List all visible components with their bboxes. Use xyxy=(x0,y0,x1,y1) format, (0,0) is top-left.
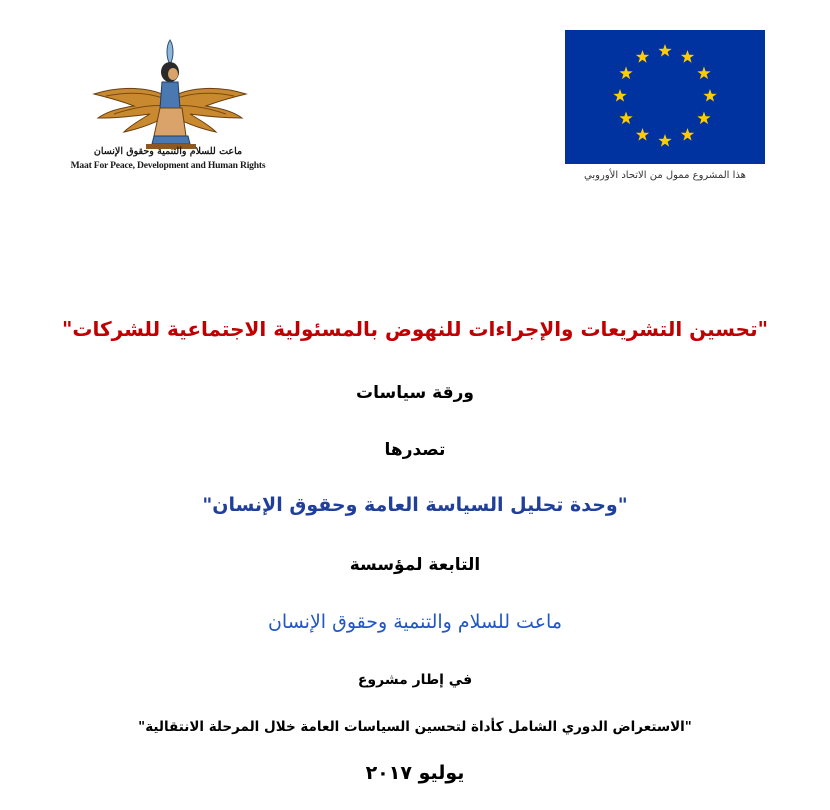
document-title: "تحسين التشريعات والإجراءات للنهوض بالمسئولية الاجتماعية للشركات" xyxy=(61,317,769,341)
winged-goddess-icon xyxy=(90,38,250,150)
eu-flag-icon xyxy=(565,30,765,164)
maat-name-english: Maat For Peace, Development and Human Rights xyxy=(70,160,266,171)
maat-logo xyxy=(68,38,268,178)
document-date: يوليو ٢٠١٧ xyxy=(365,762,465,784)
project-name: "الاستعراض الدوري الشامل كأداة لتحسين السياسات العامة خلال المرحلة الانتقالية" xyxy=(138,719,692,735)
organization-name: ماعت للسلام والتنمية وحقوق الإنسان xyxy=(267,611,563,633)
issued-by-label: تصدرها xyxy=(384,440,446,460)
affiliation-label: التابعة لمؤسسة xyxy=(349,555,481,575)
project-label: في إطار مشروع xyxy=(357,672,473,688)
unit-name: "وحدة تحليل السياسة العامة وحقوق الإنسان" xyxy=(202,494,628,516)
maat-name-arabic: ماعت للسلام والتنمية وحقوق الإنسان xyxy=(93,146,243,157)
eu-logo xyxy=(565,30,767,190)
eu-funding-caption: هذا المشروع ممول من الاتحاد الأوروبي xyxy=(584,170,746,181)
document-type: ورقة سياسات xyxy=(356,383,474,403)
